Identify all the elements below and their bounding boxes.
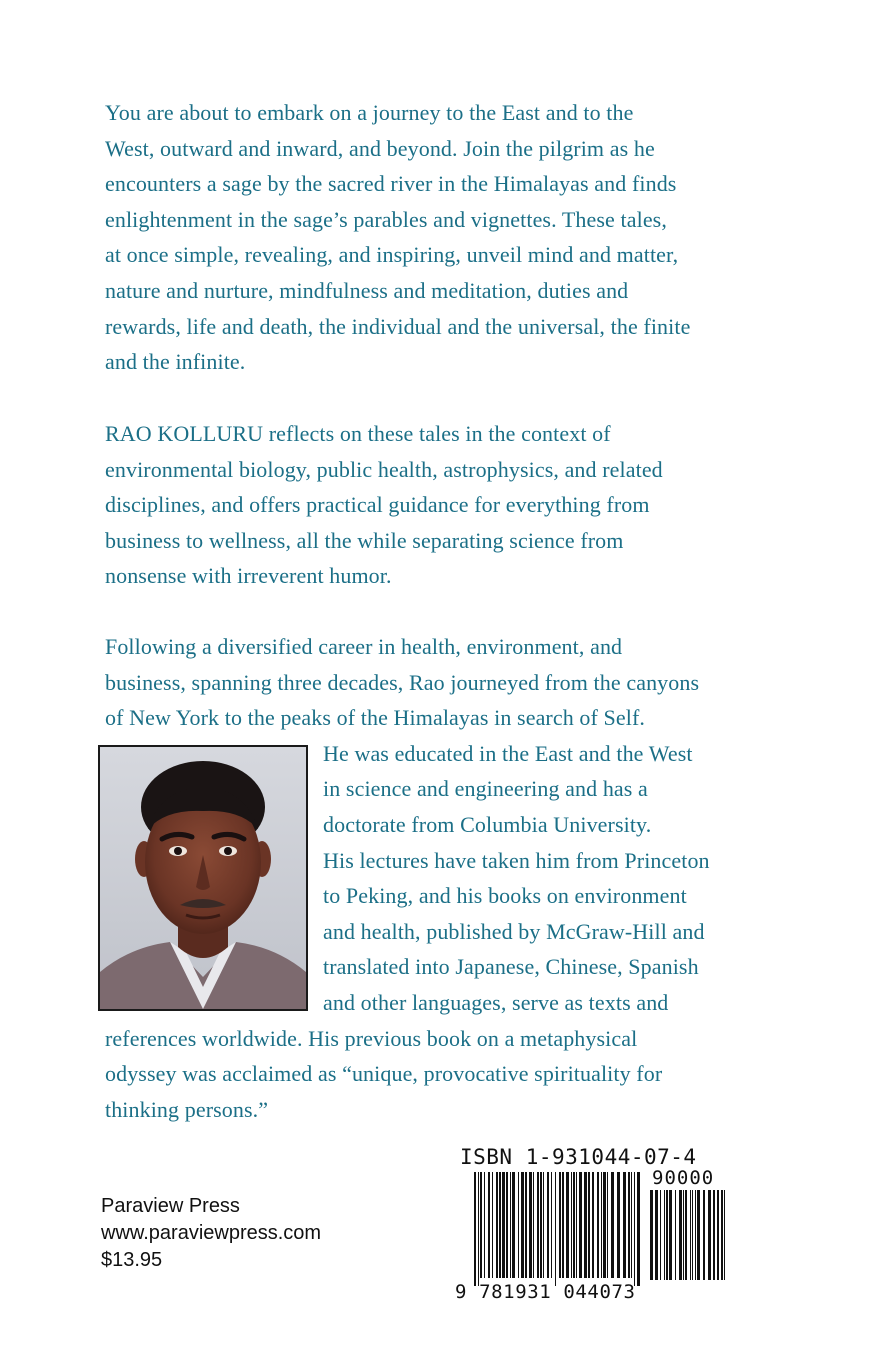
publisher-website: www.paraviewpress.com <box>101 1222 322 1244</box>
text-line: odyssey was acclaimed as “unique, provocative spirituality for <box>105 1061 663 1087</box>
text-line: You are about to embark on a journey to the East and to the <box>105 100 634 125</box>
text-line: and health, published by McGraw-Hill and <box>323 918 705 944</box>
addon-barcode-bars <box>650 1190 725 1280</box>
addon-number: 90000 <box>652 1168 715 1189</box>
author-photo <box>98 745 308 1011</box>
text-line: doctorate from Columbia University. <box>323 811 652 837</box>
ean-barcode-bars <box>474 1172 640 1286</box>
text-line: enlightenment in the sage’s parables and vignettes. These tales, <box>105 206 667 232</box>
text-line: West, outward and inward, and beyond. Join the pilgrim as he <box>105 135 655 161</box>
text-line: thinking persons.” <box>105 1096 269 1122</box>
text-line: rewards, life and death, the individual and the universal, the finite <box>105 313 691 339</box>
author-intro-paragraph <box>105 416 795 594</box>
synopsis-paragraph <box>105 95 795 380</box>
text-line: encounters a sage by the sacred river in the Himalayas and finds <box>105 171 677 197</box>
text-line: and the infinite. <box>105 349 246 375</box>
price: $13.95 <box>101 1249 163 1271</box>
text-line: His lectures have taken him from Princeton <box>323 847 710 873</box>
text-line: in science and engineering and has a <box>323 776 648 802</box>
publisher-info <box>101 1193 321 1274</box>
text-line: nonsense with irreverent humor. <box>105 563 392 589</box>
isbn-barcode <box>452 1168 742 1306</box>
text-line: references worldwide. His previous book on a metaphysical <box>105 1025 638 1051</box>
text-line: RAO KOLLURU reflects on these tales in the context of <box>105 421 611 446</box>
text-line: Following a diversified career in health, environment, and <box>105 634 623 659</box>
text-line: disciplines, and offers practical guidance for everything from <box>105 492 650 518</box>
text-line: business, spanning three decades, Rao journeyed from the canyons <box>105 669 700 695</box>
text-line: translated into Japanese, Chinese, Spanish <box>323 954 699 980</box>
text-line: He was educated in the East and the West <box>323 740 693 766</box>
text-line: nature and nurture, mindfulness and meditation, duties and <box>105 277 629 303</box>
publisher-name: Paraview Press <box>101 1195 240 1217</box>
text-line: to Peking, and his books on environment <box>323 883 687 909</box>
ean-number: 9 781931 044073 <box>455 1281 636 1303</box>
text-line: and other languages, serve as texts and <box>323 989 669 1015</box>
text-line: at once simple, revealing, and inspiring, unveil mind and matter, <box>105 242 679 268</box>
text-line: environmental biology, public health, astrophysics, and related <box>105 456 663 482</box>
author-portrait-icon <box>100 747 306 1009</box>
text-line: business to wellness, all the while separating science from <box>105 527 624 553</box>
text-line: of New York to the peaks of the Himalayas in search of Self. <box>105 705 645 731</box>
isbn-label: ISBN 1-931044-07-4 <box>460 1145 697 1169</box>
